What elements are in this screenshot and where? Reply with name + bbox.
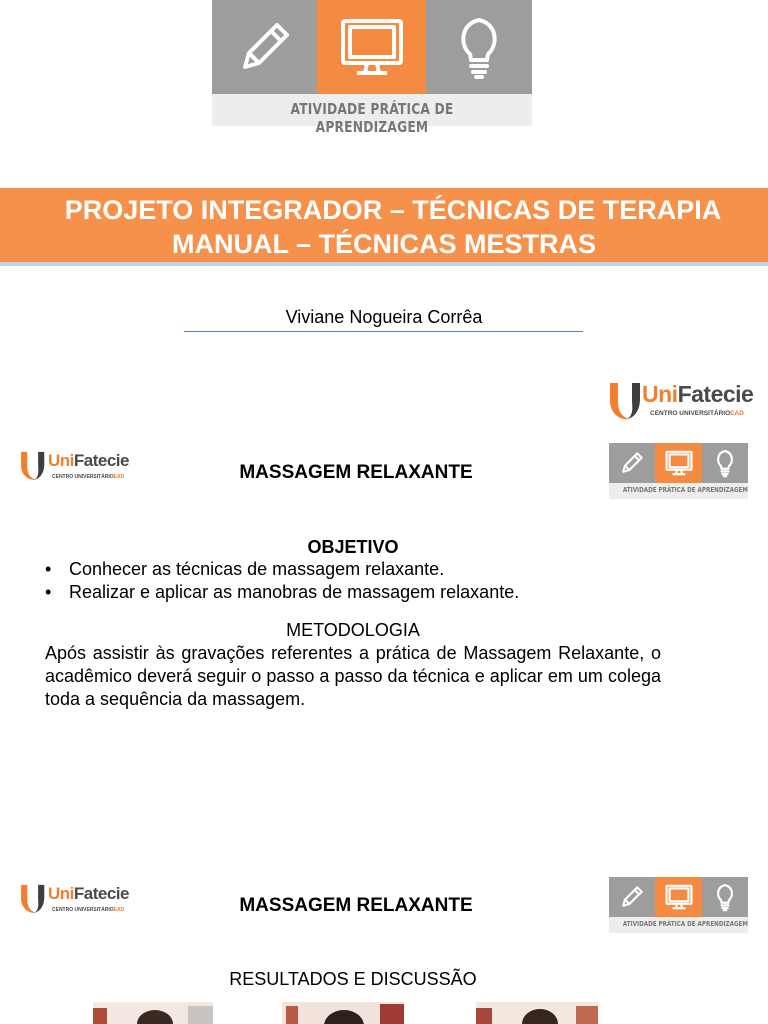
monitor-tile bbox=[655, 443, 702, 483]
logo-subtitle: CENTRO UNIVERSITÁRIOEAD bbox=[52, 907, 125, 913]
logo-name: UniFatecie bbox=[48, 884, 129, 903]
activity-banner-logo bbox=[212, 0, 532, 136]
monitor-icon bbox=[664, 883, 694, 911]
pencil-icon bbox=[618, 883, 646, 911]
banner-caption: ATIVIDADE PRÁTICA DE APRENDIZAGEM bbox=[622, 920, 748, 928]
pencil-icon bbox=[233, 15, 297, 79]
methodology-heading: METODOLOGIA bbox=[286, 620, 420, 640]
result-photo bbox=[476, 1002, 598, 1024]
pencil-tile bbox=[212, 0, 317, 94]
author-name: Viviane Nogueira Corrêa bbox=[285, 307, 483, 327]
pencil-tile bbox=[609, 443, 655, 483]
activity-banner-logo-small bbox=[609, 443, 748, 499]
lightbulb-tile bbox=[426, 0, 532, 94]
pencil-tile bbox=[609, 877, 655, 917]
activity-banner-logo-small bbox=[609, 877, 748, 933]
monitor-icon bbox=[337, 15, 407, 79]
list-item: • Conhecer as técnicas de massagem relaxante. bbox=[45, 559, 445, 579]
title-line-1: PROJETO INTEGRADOR – TÉCNICAS DE TERAPIA bbox=[64, 195, 722, 225]
objectives-list bbox=[45, 558, 519, 604]
pencil-icon bbox=[618, 449, 646, 477]
lightbulb-tile bbox=[702, 877, 748, 917]
lightbulb-icon bbox=[714, 882, 736, 912]
unifatecie-mark-icon bbox=[18, 880, 52, 916]
list-item: • Realizar e aplicar as manobras de massagem relaxante. bbox=[45, 582, 520, 602]
lightbulb-icon bbox=[714, 448, 736, 478]
banner-caption: ATIVIDADE PRÁTICA DE APRENDIZAGEM bbox=[622, 486, 748, 494]
author-underline bbox=[184, 331, 583, 332]
banner-caption: ATIVIDADE PRÁTICA DE APRENDIZAGEM bbox=[290, 100, 454, 136]
results-heading: RESULTADOS E DISCUSSÃO bbox=[229, 969, 477, 989]
slide-title: MASSAGEM RELAXANTE bbox=[239, 462, 473, 483]
methodology-text: Após assistir às gravações referentes a prática de Massagem Relaxante, o acadêmico deverá seguir o passo a passo da técnica e aplicar em um colega toda a sequência da massagem. bbox=[45, 643, 661, 709]
bullet: • bbox=[45, 559, 52, 579]
logo-subtitle: CENTRO UNIVERSITÁRIOEAD bbox=[52, 474, 125, 480]
logo-name: UniFatecie bbox=[48, 451, 129, 470]
objective-heading: OBJETIVO bbox=[307, 537, 399, 557]
result-photo bbox=[282, 1002, 404, 1024]
logo-subtitle: CENTRO UNIVERSITÁRIOEAD bbox=[650, 410, 744, 417]
unifatecie-logo bbox=[18, 447, 148, 483]
slide-title: MASSAGEM RELAXANTE bbox=[239, 895, 473, 916]
monitor-icon bbox=[664, 449, 694, 477]
result-photo bbox=[93, 1002, 213, 1024]
lightbulb-icon bbox=[454, 14, 504, 80]
unifatecie-logo bbox=[606, 377, 766, 425]
logo-name: UniFatecie bbox=[642, 381, 754, 407]
unifatecie-mark-icon bbox=[18, 447, 52, 483]
monitor-tile bbox=[317, 0, 426, 94]
bullet: • bbox=[45, 582, 52, 602]
unifatecie-logo bbox=[18, 880, 148, 916]
title-line-2: MANUAL – TÉCNICAS MESTRAS bbox=[171, 229, 597, 259]
lightbulb-tile bbox=[702, 443, 748, 483]
title-bar bbox=[0, 188, 768, 266]
monitor-tile bbox=[655, 877, 702, 917]
